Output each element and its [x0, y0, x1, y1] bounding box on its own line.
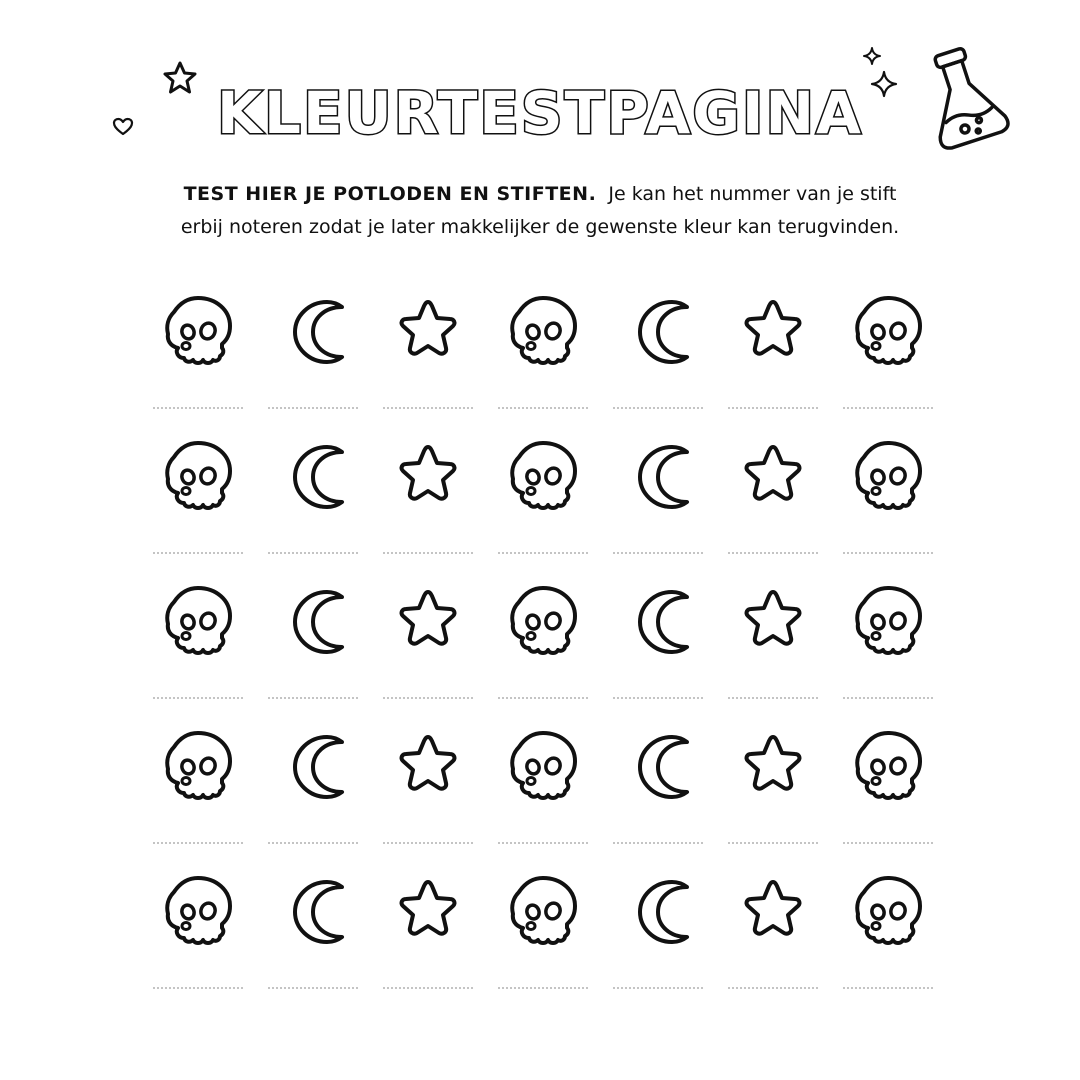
note-line[interactable]: [843, 697, 933, 699]
skull-icon: [848, 435, 928, 515]
note-line[interactable]: [843, 987, 933, 989]
color-test-cell: [383, 435, 473, 580]
color-test-cell: [153, 290, 243, 435]
color-test-cell: [268, 580, 358, 725]
color-test-cell: [383, 725, 473, 870]
note-line[interactable]: [728, 407, 818, 409]
color-test-grid: [153, 290, 933, 1015]
star-icon: [733, 435, 813, 515]
star-icon: [388, 580, 468, 660]
note-line[interactable]: [498, 552, 588, 554]
color-test-cell: [613, 870, 703, 1015]
intro-text: [0, 178, 1080, 244]
intro-line-2: erbij noteren zodat je later makkelijker de gewenste kleur kan terugvinden.: [180, 216, 900, 238]
color-test-cell: [843, 580, 933, 725]
star-icon: [388, 870, 468, 950]
color-test-cell: [728, 580, 818, 725]
skull-icon: [158, 725, 238, 805]
color-test-cell: [268, 870, 358, 1015]
skull-icon: [848, 870, 928, 950]
note-line[interactable]: [613, 552, 703, 554]
note-line[interactable]: [383, 987, 473, 989]
moon-icon: [618, 580, 698, 660]
color-test-cell: [498, 580, 588, 725]
skull-icon: [158, 870, 238, 950]
sparkle-icon: [862, 46, 882, 66]
moon-icon: [273, 725, 353, 805]
note-line[interactable]: [153, 407, 243, 409]
moon-icon: [618, 870, 698, 950]
color-test-cell: [268, 290, 358, 435]
star-icon: [388, 435, 468, 515]
moon-icon: [273, 580, 353, 660]
color-test-cell: [268, 435, 358, 580]
star-icon: [733, 290, 813, 370]
color-test-cell: [383, 580, 473, 725]
star-icon: [388, 725, 468, 805]
note-line[interactable]: [268, 987, 358, 989]
note-line[interactable]: [498, 842, 588, 844]
color-test-cell: [153, 725, 243, 870]
note-line[interactable]: [383, 407, 473, 409]
note-line[interactable]: [498, 987, 588, 989]
color-test-cell: [728, 725, 818, 870]
note-line[interactable]: [153, 842, 243, 844]
note-line[interactable]: [613, 987, 703, 989]
skull-icon: [503, 580, 583, 660]
note-line[interactable]: [383, 697, 473, 699]
moon-icon: [273, 435, 353, 515]
note-line[interactable]: [268, 842, 358, 844]
skull-icon: [848, 725, 928, 805]
note-line[interactable]: [728, 842, 818, 844]
note-line[interactable]: [268, 552, 358, 554]
color-test-cell: [843, 725, 933, 870]
note-line[interactable]: [843, 842, 933, 844]
moon-icon: [273, 290, 353, 370]
intro-line-1-text: Je kan het nummer van je stift: [608, 183, 897, 205]
skull-icon: [503, 870, 583, 950]
color-test-cell: [383, 870, 473, 1015]
note-line[interactable]: [498, 697, 588, 699]
note-line[interactable]: [613, 842, 703, 844]
color-test-cell: [383, 290, 473, 435]
note-line[interactable]: [153, 552, 243, 554]
moon-icon: [618, 435, 698, 515]
note-line[interactable]: [268, 697, 358, 699]
skull-icon: [503, 725, 583, 805]
note-line[interactable]: [383, 552, 473, 554]
color-test-cell: [498, 725, 588, 870]
skull-icon: [158, 435, 238, 515]
intro-lead: TEST HIER JE POTLODEN EN STIFTEN.: [183, 183, 597, 205]
skull-icon: [848, 290, 928, 370]
note-line[interactable]: [153, 697, 243, 699]
color-test-cell: [613, 580, 703, 725]
note-line[interactable]: [728, 987, 818, 989]
color-test-cell: [613, 290, 703, 435]
note-line[interactable]: [268, 407, 358, 409]
color-test-cell: [843, 870, 933, 1015]
color-test-cell: [153, 435, 243, 580]
skull-icon: [848, 580, 928, 660]
star-icon: [733, 580, 813, 660]
note-line[interactable]: [728, 697, 818, 699]
color-test-cell: [843, 435, 933, 580]
note-line[interactable]: [498, 407, 588, 409]
color-test-cell: [153, 870, 243, 1015]
note-line[interactable]: [843, 552, 933, 554]
color-test-cell: [728, 290, 818, 435]
moon-icon: [618, 725, 698, 805]
color-test-cell: [728, 870, 818, 1015]
star-icon: [733, 725, 813, 805]
color-test-cell: [613, 725, 703, 870]
skull-icon: [503, 435, 583, 515]
moon-icon: [273, 870, 353, 950]
page-title: KLEURTESTPAGINA: [217, 79, 863, 147]
color-test-cell: [498, 435, 588, 580]
note-line[interactable]: [613, 697, 703, 699]
note-line[interactable]: [728, 552, 818, 554]
color-test-cell: [613, 435, 703, 580]
skull-icon: [158, 580, 238, 660]
note-line[interactable]: [153, 987, 243, 989]
skull-icon: [158, 290, 238, 370]
note-line[interactable]: [843, 407, 933, 409]
intro-line-1: [0, 178, 1080, 211]
color-test-cell: [728, 435, 818, 580]
moon-icon: [618, 290, 698, 370]
color-test-cell: [268, 725, 358, 870]
color-test-cell: [843, 290, 933, 435]
skull-icon: [503, 290, 583, 370]
star-icon: [733, 870, 813, 950]
color-test-cell: [498, 290, 588, 435]
star-icon: [388, 290, 468, 370]
color-test-cell: [498, 870, 588, 1015]
note-line[interactable]: [383, 842, 473, 844]
color-test-cell: [153, 580, 243, 725]
note-line[interactable]: [613, 407, 703, 409]
